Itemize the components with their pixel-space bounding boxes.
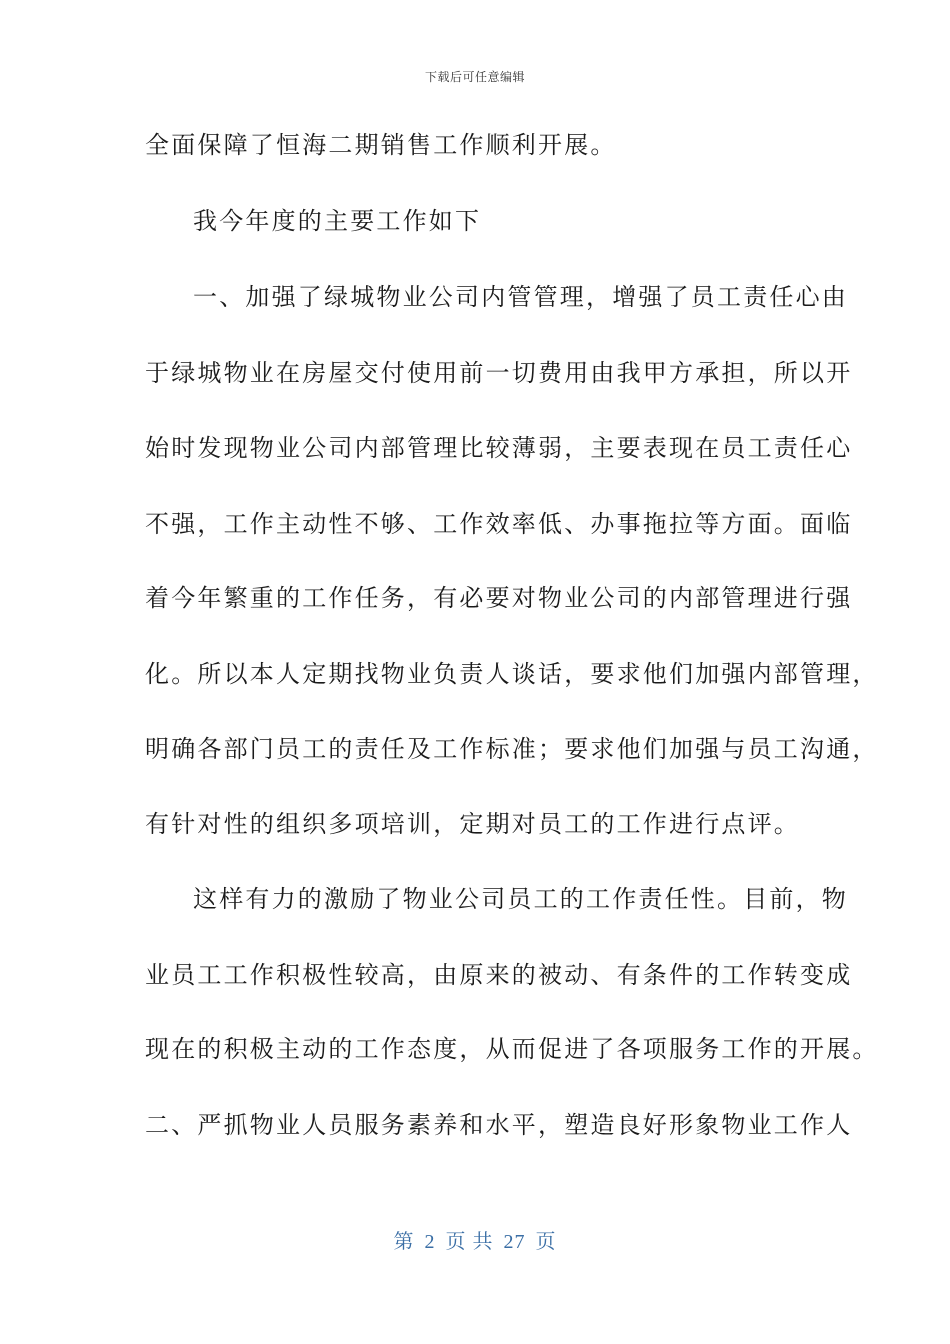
paragraph-line: 始时发现物业公司内部管理比较薄弱，主要表现在员工责任心 — [145, 434, 853, 462]
page-number-footer — [0, 1225, 950, 1254]
paragraph-line: 着今年繁重的工作任务，有必要对物业公司的内部管理进行强 — [145, 584, 853, 612]
paragraph-line: 现在的积极主动的工作态度，从而促进了各项服务工作的开展。 — [145, 1035, 879, 1063]
total-page-count: 27 — [503, 1231, 526, 1253]
paragraph-line: 业员工工作积极性较高，由原来的被动、有条件的工作转变成 — [145, 961, 853, 989]
current-page-number: 2 — [424, 1231, 436, 1253]
page-header: 下载后可任意编辑 — [424, 70, 525, 84]
paragraph-line: 一、加强了绿城物业公司内管管理，增强了员工责任心由 — [193, 283, 848, 311]
paragraph-line: 不强，工作主动性不够、工作效率低、办事拖拉等方面。面临 — [145, 510, 853, 538]
paragraph-line: 这样有力的激励了物业公司员工的工作责任性。目前，物 — [193, 885, 848, 913]
footer-mid: 页 共 — [445, 1231, 494, 1253]
paragraph-line: 二、严抓物业人员服务素养和水平，塑造良好形象物业工作人 — [145, 1111, 853, 1139]
paragraph-line: 明确各部门员工的责任及工作标准；要求他们加强与员工沟通， — [145, 735, 879, 763]
footer-prefix: 第 — [393, 1231, 415, 1253]
footer-suffix: 页 — [535, 1231, 557, 1253]
paragraph-line: 全面保障了恒海二期销售工作顺利开展。 — [145, 131, 617, 159]
paragraph-line: 有针对性的组织多项培训，定期对员工的工作进行点评。 — [145, 810, 800, 838]
paragraph-line: 化。所以本人定期找物业负责人谈话，要求他们加强内部管理， — [145, 660, 879, 688]
paragraph-line: 于绿城物业在房屋交付使用前一切费用由我甲方承担，所以开 — [145, 359, 853, 387]
paragraph-line: 我今年度的主要工作如下 — [193, 207, 482, 235]
